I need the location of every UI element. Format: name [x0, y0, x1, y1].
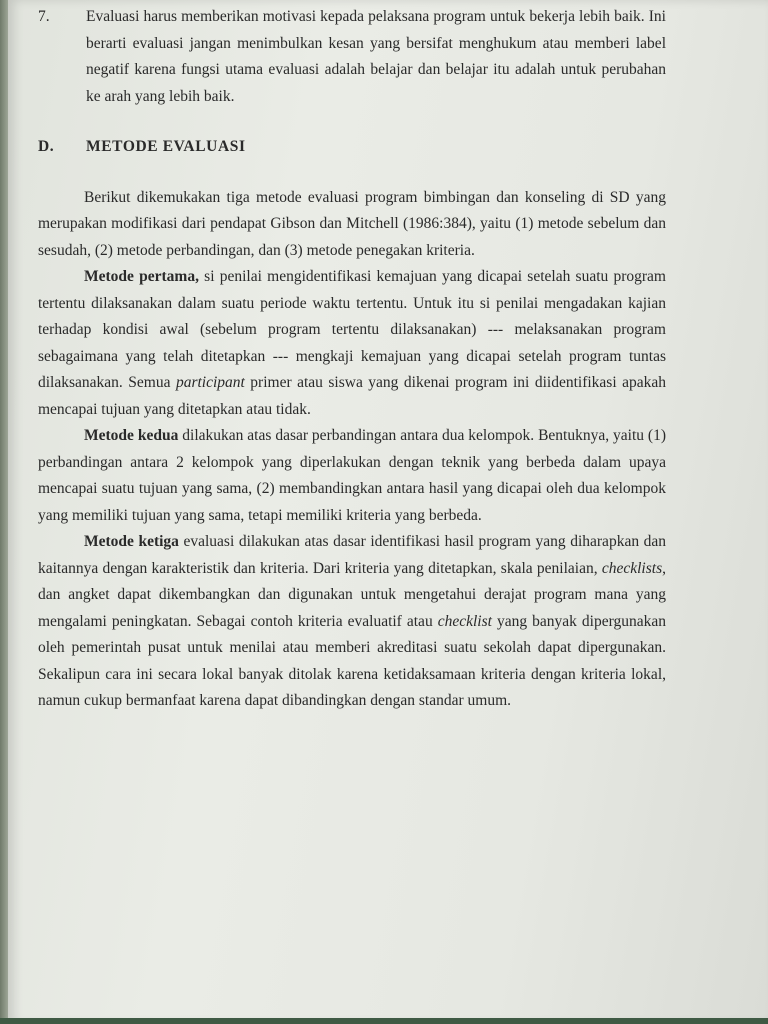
- paragraph-metode-ketiga: [38, 529, 666, 715]
- paragraph-metode-kedua: [38, 423, 666, 529]
- metode-pertama-text-a: si penilai mengidentifikasi kemajuan yang dicapai setelah suatu program tertentu dilaksanakan dalam suatu periode waktu tertentu. Untuk itu si penilai mengadakan kajian terhadap kondisi awal (sebelum program tertentu dilaksanakan) --- melaksanakan program sebagaimana yang telah ditetapkan --- mengkaji kemajuan yang dicapai setelah program tuntas dilaksanakan. Semua: [38, 268, 666, 391]
- section-heading: [38, 134, 666, 161]
- paragraph-intro: [38, 185, 666, 265]
- metode-ketiga-text-a: evaluasi dilakukan atas dasar identifikasi hasil program yang diharapkan dan kaitannya dengan karakteristik dan kriteria. Dari kriteria yang ditetapkan, skala penilaian,: [38, 533, 666, 577]
- section-letter: D.: [38, 138, 55, 155]
- metode-pertama-lead: Metode pertama,: [84, 268, 199, 285]
- page-content: [38, 4, 666, 715]
- paragraph-metode-pertama: [38, 264, 666, 423]
- metode-ketiga-text-c: yang banyak dipergunakan oleh pemerintah pusat untuk menilai atau memberi akreditasi suatu sekolah dapat dipergunakan. Sekalipun cara ini secara lokal banyak ditolak karena ketidaksamaan kriteria dengan kriteria lokal, namun cukup bermanfaat karena dapat dibandingkan dengan standar umum.: [38, 612, 666, 709]
- book-page: [8, 0, 768, 1024]
- metode-ketiga-text-b: , dan angket dapat dikembangkan dan digunakan untuk mengetahui derajat program mana yang mengalami peningkatan. Sebagai contoh kriteria evaluatif atau: [38, 559, 666, 630]
- bottom-surface-strip: [0, 1018, 768, 1024]
- metode-kedua-lead: Metode kedua: [84, 427, 179, 444]
- section-title: METODE EVALUASI: [86, 138, 246, 155]
- metode-kedua-text: dilakukan atas dasar perbandingan antara dua kelompok. Bentuknya, yaitu (1) perbandingan antara 2 kelompok yang diperlakukan dengan teknik yang berbeda dalam upaya mencapai suatu tujuan yang sama, (2) membandingkan antara hasil yang dicapai oleh dua kelompok yang memiliki tujuan yang sama, tetapi memiliki kriteria yang berbeda.: [38, 427, 666, 524]
- metode-pertama-italic: participant: [175, 374, 245, 391]
- item-number: 7.: [38, 8, 50, 25]
- item-text: Evaluasi harus memberikan motivasi kepada pelaksana program untuk bekerja lebih baik. Ini berarti evaluasi jangan menimbulkan kesan yang bersifat menghukum atau memberi label negatif karena fungsi utama evaluasi adalah belajar dan belajar itu adalah untuk perubahan ke arah yang lebih baik.: [86, 8, 666, 105]
- paragraph-intro-text: Berikut dikemukakan tiga metode evaluasi program bimbingan dan konseling di SD yang merupakan modifikasi dari pendapat Gibson dan Mitchell (1986:384), yaitu (1) metode sebelum dan sesudah, (2) metode perbandingan, dan (3) metode penegakan kriteria.: [38, 188, 666, 259]
- numbered-item-7: [38, 4, 666, 110]
- metode-ketiga-lead: Metode ketiga: [84, 533, 179, 550]
- metode-ketiga-italic-b: checklist: [437, 612, 492, 630]
- metode-ketiga-italic-a: checklists: [601, 559, 663, 577]
- metode-pertama-text-b: primer atau siswa yang dikenai program ini diidentifikasi apakah mencapai tujuan yang ditetapkan atau tidak.: [38, 374, 666, 418]
